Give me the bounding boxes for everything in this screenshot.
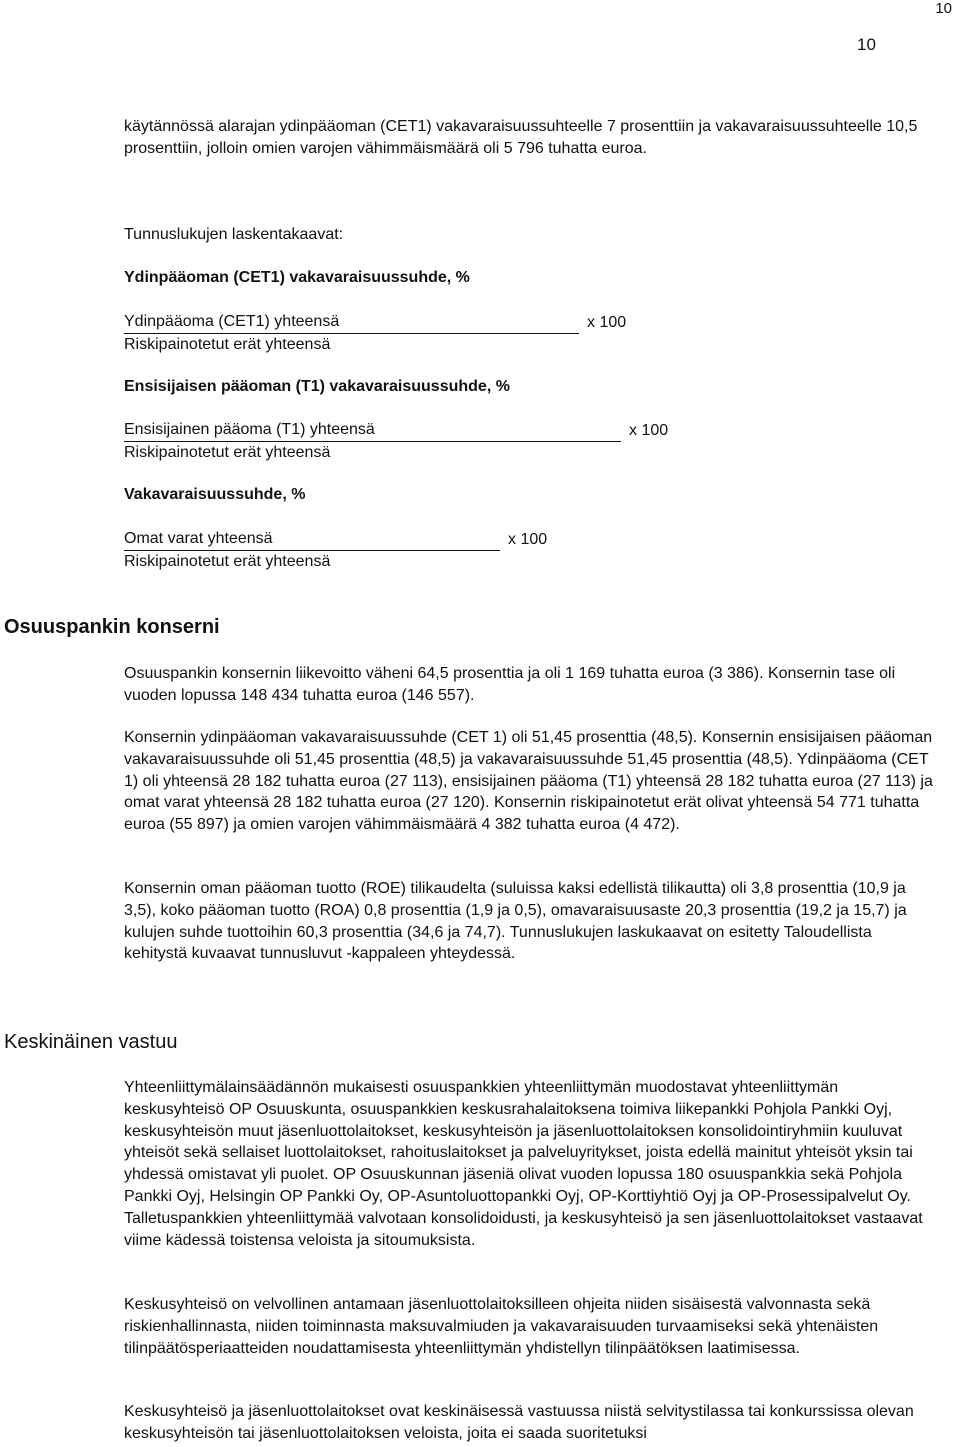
formulas-heading: Tunnuslukujen laskentakaavat: [124,226,344,243]
formula-multiplier: x 100 [587,314,627,331]
section-heading-keskinainen: Keskinäinen vastuu [4,1031,178,1053]
formula-numerator: Ensisijainen pääoma (T1) yhteensä [124,419,621,442]
formula-total [124,528,547,573]
formula-cet1 [124,311,626,356]
formula-title-total: Vakavaraisuussuhde, % [124,486,306,503]
formula-denominator: Riskipainotetut erät yhteensä [124,336,331,353]
formula-denominator: Riskipainotetut erät yhteensä [124,553,331,570]
formula-t1 [124,419,668,464]
keskinainen-paragraph-3: Keskusyhteisö ja jäsenluottolaitokset ovat keskinäisessä vastuussa niistä selvitystilassa tai konkurssissa olevan keskusyhteisön tai jäsenluottolaitoksen veloista, joita ei saada suoritetuksi [124,1403,914,1442]
formula-multiplier: x 100 [629,422,669,439]
keskinainen-paragraph-1: Yhteenliittymälainsäädännön mukaisesti osuuspankkien yhteenliittymän muodostavat yhteenliittymän keskusyhteisö OP Osuuskunta, osuuspankkien keskusrahalaitoksena toimiva liikepankki Pohjola Pankki Oyj, keskusyhteisön muut jäsenluottolaitokset, keskusyhteisön ja jäsenluottolaitoksen konsolidointiryhmiin kuuluvat yhteisöt sekä sellaiset luottolaitokset, rahoituslaitokset ja palveluyritykset, joista edellä mainitut yhteisöt yksin tai yhdessä omistavat yli puolet. OP Osuuskunnan jäseniä olivat vuoden lopussa 180 osuuspankkia sekä Pohjola Pankki Oyj, Helsingin OP Pankki Oy, OP-Asuntoluottopankki Oyj, OP-Korttiyhtiö Oyj ja OP-Prosessipalvelut Oy. Talletuspankkien yhteenliittymää valvotaan konsolidoidusti, ja keskusyhteisö ja sen jäsenluottolaitokset vastaavat viime kädessä toistensa veloista ja sitoumuksista. [124,1079,923,1249]
page-number-corner: 10 [935,0,952,17]
page-number: 10 [857,35,876,54]
section-heading-osuuspankki: Osuuspankin konserni [4,616,220,638]
formula-numerator: Ydinpääoma (CET1) yhteensä [124,311,579,334]
keskinainen-paragraph-2: Keskusyhteisö on velvollinen antamaan jäsenluottolaitoksilleen ohjeita niiden sisäisestä valvonnasta sekä riskienhallinnasta, niiden toiminnasta maksuvalmiuden ja vakavaraisuuden turvaamiseksi sekä yhtenäisten tilinpäätösperiaatteiden noudattamisesta yhteenliittymän yhdistellyn tilinpäätöksen laatimisessa. [124,1296,879,1357]
formula-multiplier: x 100 [508,531,548,548]
osuuspankki-paragraph-1: Osuuspankin konsernin liikevoitto väheni 64,5 prosenttia ja oli 1 169 tuhatta euroa (3 386). Konsernin tase oli vuoden lopussa 148 434 tuhatta euroa (146 557). [124,665,896,704]
formula-numerator: Omat varat yhteensä [124,528,500,551]
intro-paragraph: käytännössä alarajan ydinpääoman (CET1) vakavaraisuussuhteelle 7 prosenttiin ja vakavaraisuussuhteelle 10,5 prosenttiin, jolloin omien varojen vähimmäismäärä oli 5 796 tuhatta euroa. [124,118,918,157]
osuuspankki-paragraph-2: Konsernin ydinpääoman vakavaraisuussuhde (CET 1) oli 51,45 prosenttia (48,5). Konsernin ensisijaisen pääoman vakavaraisuussuhde oli 51,45 prosenttia (48,5) ja vakavaraisuussuhde 51,45 prosenttia (48,5). Ydinpääoma (CET 1) oli yhteensä 28 182 tuhatta euroa (27 113), ensisijainen pääoma (T1) yhteensä 28 182 tuhatta euroa (27 113) ja omat varat yhteensä 28 182 tuhatta euroa (27 120). Konsernin riskipainotetut erät olivat yhteensä 54 771 tuhatta euroa (55 897) ja omien varojen vähimmäismäärä 4 382 tuhatta euroa (4 472). [124,729,933,834]
formula-denominator: Riskipainotetut erät yhteensä [124,444,331,461]
formula-title-t1: Ensisijaisen pääoman (T1) vakavaraisuussuhde, % [124,378,510,395]
formula-title-cet1: Ydinpääoman (CET1) vakavaraisuussuhde, % [124,269,470,286]
osuuspankki-paragraph-3: Konsernin oman pääoman tuotto (ROE) tilikaudelta (suluissa kaksi edellistä tilikautta) oli 3,8 prosenttia (10,9 ja 3,5), koko pääoman tuotto (ROA) 0,8 prosenttia (1,9 ja 0,5), omavaraisuusaste 20,3 prosenttia (19,2 ja 15,7) ja kulujen suhde tuottoihin 60,3 prosenttia (34,6 ja 74,7). Tunnuslukujen laskukaavat on esitetty Taloudellista kehitystä kuvaavat tunnusluvut -kappaleen yhteydessä. [124,880,907,963]
